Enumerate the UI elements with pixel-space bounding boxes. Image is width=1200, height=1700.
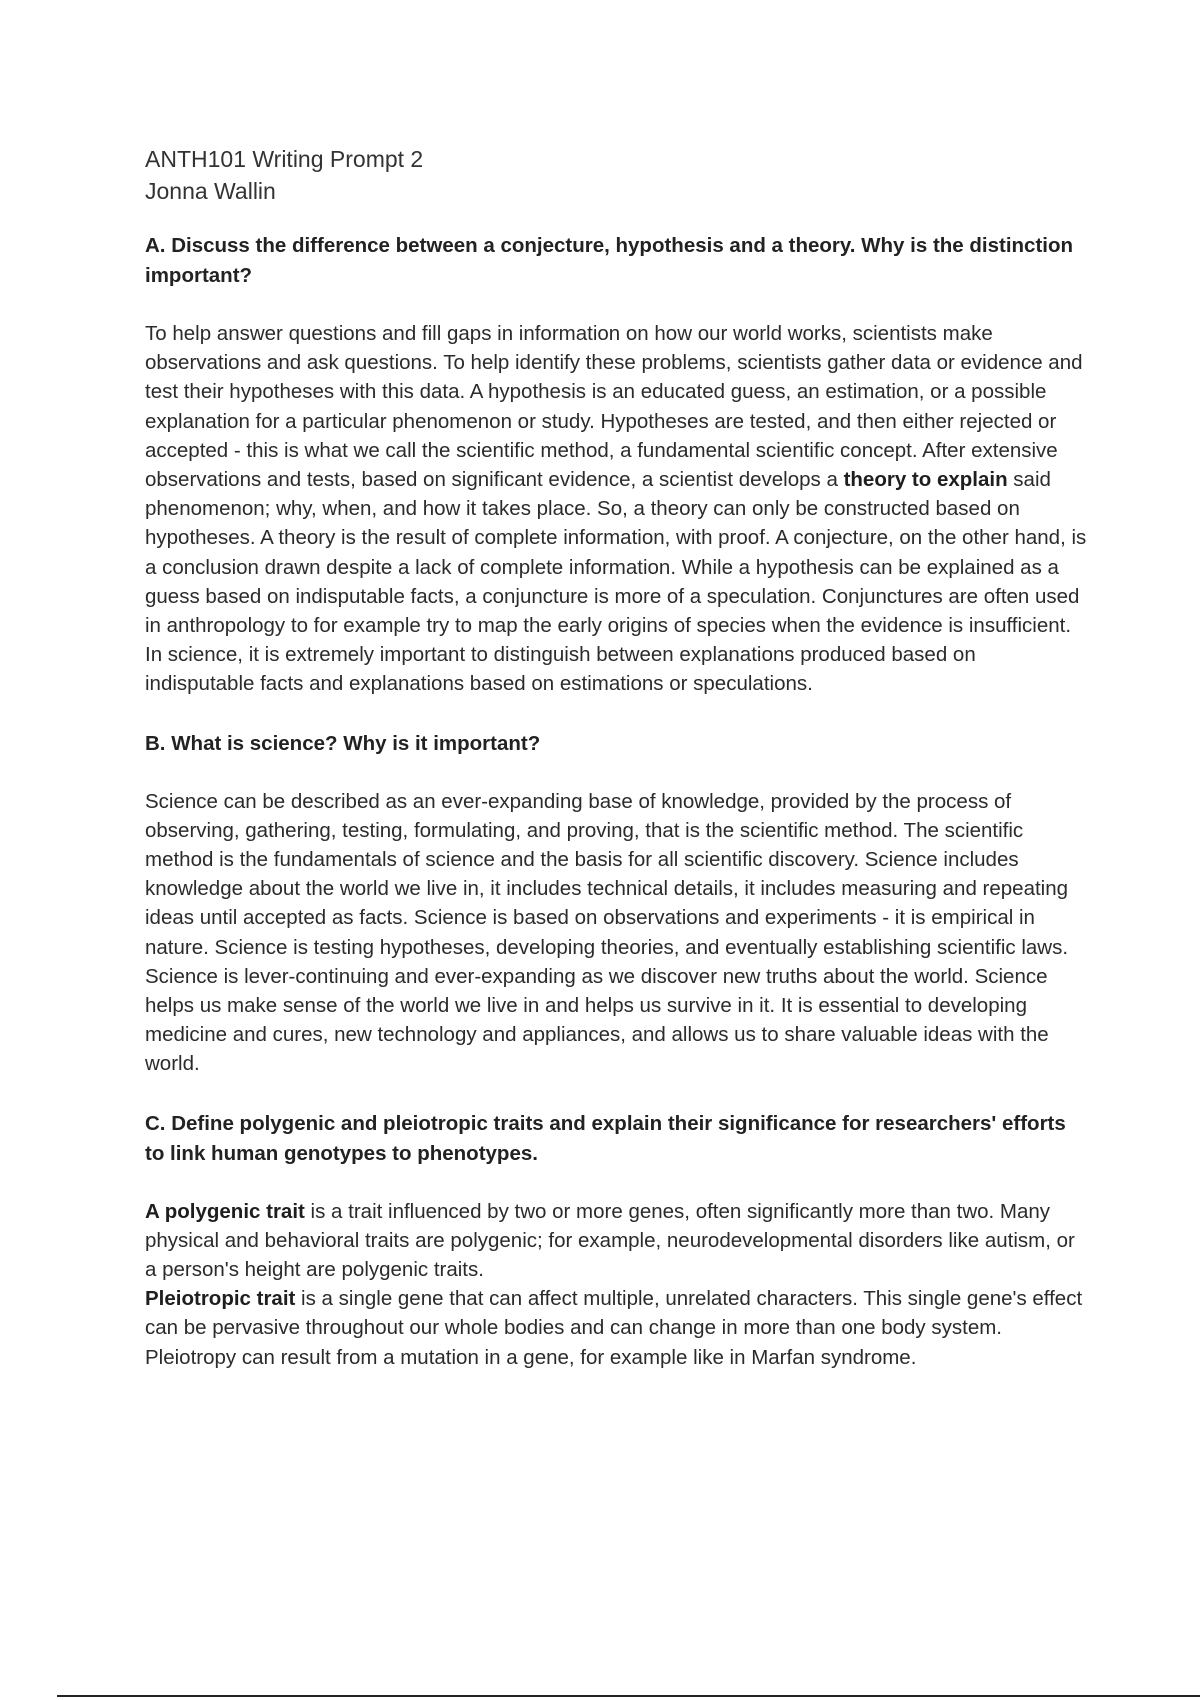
question-a: A. Discuss the difference between a conjecture, hypothesis and a theory. Why is the distinction important? [145,234,1074,287]
question-b: B. What is science? Why is it important? [145,731,541,755]
pleiotropic-term: Pleiotropic trait [145,1287,296,1311]
answer-b: Science can be described as an ever-expanding base of knowledge, provided by the process of observing, gathering, testing, formulating, and proving, that is the scientific method. The scientific method is the fundamentals of science and the basis for all scientific discovery. Science includes knowledge about the world we live in, it includes technical details, it includes measuring and repeating ideas until accepted as facts. Science is based on observations and experiments - it is empirical in nature. Science is testing hypotheses, developing theories, and eventually establishing scientific laws. Science is lever-continuing and ever-expanding as we discover new truths about the world. Science helps us make sense of the world we live in and helps us survive in it. It is essential to developing medicine and cures, new technology and appliances, and allows us to share valuable ideas with the world. [145,789,1069,1076]
answer-c-polygenic [145,1197,1090,1285]
bottom-divider [57,1695,1200,1697]
polygenic-term: A polygenic trait [145,1199,305,1223]
document-page [145,143,1090,1372]
answer-a-emphasis: theory to explain [843,468,1008,492]
answer-a-part1: To help answer questions and fill gaps in information on how our world works, scientists make observations and ask questions. To help identify these problems, scientists gather data or evidence and test their hypotheses with this data. A hypothesis is an educated guess, an estimation, or a possible explanation for a particular phenomenon or study. Hypotheses are tested, and then either rejected or accepted - this is what we call the scientific method, a fundamental scientific concept. After extensive observations and tests, based on significant evidence, a scientist develops a [145,322,1083,492]
polygenic-definition: is a trait influenced by two or more genes, often significantly more than two. Many physical and behavioral traits are polygenic; for example, neurodevelopmental disorders like autism, or a person's height are polygenic traits. [145,1199,1075,1282]
answer-a [145,319,1090,699]
document-title: ANTH101 Writing Prompt 2 [145,146,424,172]
document-author: Jonna Wallin [145,178,276,204]
answer-c-pleiotropic [145,1284,1090,1372]
answer-a-part2: said phenomenon; why, when, and how it takes place. So, a theory can only be constructed based on hypotheses. A theory is the result of complete information, with proof. A conjecture, on the other hand, is a conclusion drawn despite a lack of complete information. While a hypothesis can be explained as a guess based on indisputable facts, a conjuncture is more of a speculation. Conjunctures are often used in anthropology to for example try to map the early origins of species when the evidence is insufficient. In science, it is extremely important to distinguish between explanations produced based on indisputable facts and explanations based on estimations or speculations. [145,468,1087,696]
question-c: C. Define polygenic and pleiotropic traits and explain their significance for researchers' efforts to link human genotypes to phenotypes. [145,1111,1066,1165]
pleiotropic-definition: is a single gene that can affect multiple, unrelated characters. This single gene's effect can be pervasive throughout our whole bodies and can change in more than one body system. Pleiotropy can result from a mutation in a gene, for example like in Marfan syndrome. [145,1287,1083,1369]
